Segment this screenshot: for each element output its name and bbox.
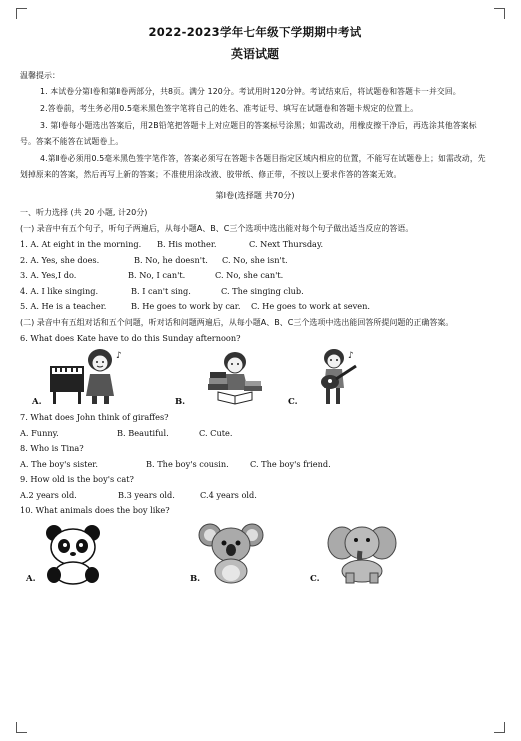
question-7: 7. What does John think of giraffes?: [20, 412, 169, 422]
question-5: [20, 299, 490, 315]
subsection2-instructions: (二) 录音中有五组对话和五个问题，听对话和问题两遍后，从每小题A、B、C三个选项中选出能回答所提问题的正确答案。: [20, 317, 454, 327]
svg-text:♪: ♪: [348, 351, 354, 361]
q8-option-b: B. The boy's cousin.: [146, 458, 229, 469]
question-3: [20, 268, 490, 284]
q3-option-c: C. No, she can't.: [215, 270, 284, 280]
q8-option-a: A. The boy's sister.: [20, 458, 98, 469]
koala-icon: [198, 519, 264, 585]
girl-reading-books-icon: [200, 350, 270, 408]
section1-title: 一、听力选择 (共 20 小题, 计20分): [20, 208, 148, 217]
note-2: 2.答卷前，考生务必用0.5毫米黑色签字笔将自己的姓名、准考证号、填写在试题卷和答题卡规定的位置上。: [40, 104, 419, 113]
q3-option-a: 3. A. Yes,I do.: [20, 270, 77, 280]
q10-label-a: A.: [26, 573, 36, 584]
q9-option-c: C.4 years old.: [200, 489, 257, 500]
girl-playing-guitar-icon: [308, 346, 368, 408]
subsection1-instructions: (一) 录音中有五个句子，听句子两遍后，从每小题A、B、C三个选项中选出能对每个句子做出适当反应的答语。: [20, 224, 414, 233]
note-3: 3. 第Ⅰ卷每小题选出答案后，用2B铅笔把答题卡上对应题目的答案标号涂黑；如需改动，用橡皮擦干净后，再选涂其他答案标号。答案不能答在试题卷上。: [20, 121, 477, 146]
corner-mark-top-left: [16, 8, 27, 19]
elephant-icon: [322, 519, 402, 585]
q7-option-b: B. Beautiful.: [117, 427, 169, 438]
question-10-pictures: [20, 519, 490, 589]
exam-title: 2022-2023学年七年级下学期期中考试: [148, 25, 362, 39]
question-4: [20, 284, 490, 300]
q7-option-c: C. Cute.: [199, 427, 233, 438]
question-8-options: [20, 457, 490, 473]
note-4: 4.第Ⅱ卷必须用0.5毫米黑色签字笔作答，答案必须写在答题卡各题目指定区域内相应的位置，不能写在试题卷上；如需改动，先划掉原来的答案，然后再写上新的答案；不准使用涂改液、胶带纸、修正带，不按以上要求作答的答案无效。: [20, 154, 486, 179]
question-8: 8. Who is Tina?: [20, 443, 84, 453]
panda-icon: [40, 521, 106, 585]
q4-option-a: 4. A. I like singing.: [20, 285, 99, 296]
q10-label-c: C.: [310, 573, 320, 584]
svg-text:♪: ♪: [116, 351, 122, 361]
q1-option-b: B. His mother.: [157, 239, 217, 249]
question-9-options: [20, 488, 490, 504]
q4-option-b: B. I can't sing.: [131, 285, 191, 296]
girl-playing-piano-icon: [48, 346, 128, 408]
q5-option-c: C. He goes to work at seven.: [251, 301, 370, 311]
notes-heading: 温馨提示：: [20, 71, 60, 80]
q9-option-a: A.2 years old.: [20, 489, 77, 500]
question-10: 10. What animals does the boy like?: [20, 505, 170, 515]
q7-option-a: A. Funny.: [20, 427, 59, 438]
subject-title: 英语试题: [230, 47, 279, 61]
q2-option-b: B. No, he doesn't.: [134, 254, 208, 265]
question-6-pictures: [20, 346, 490, 410]
corner-mark-bottom-left: [16, 722, 27, 733]
q2-option-c: C. No, she isn't.: [222, 254, 288, 265]
q5-option-a: 5. A. He is a teacher.: [20, 301, 107, 311]
q4-option-c: C. The singing club.: [221, 285, 304, 296]
q9-option-b: B.3 years old.: [118, 489, 175, 500]
q6-label-c: C.: [288, 397, 298, 407]
corner-mark-top-right: [494, 8, 505, 19]
q1-option-a: 1. A. At eight in the morning.: [20, 239, 142, 249]
corner-mark-bottom-right: [494, 722, 505, 733]
q2-option-a: 2. A. Yes, she does.: [20, 254, 100, 265]
q3-option-b: B. No, I can't.: [128, 270, 186, 280]
question-9: 9. How old is the boy's cat?: [20, 474, 134, 484]
note-1: 1. 本试卷分第Ⅰ卷和第Ⅱ卷两部分，共8页。满分 120分。考试用时120分钟。考试结束后，将试题卷和答题卡一并交回。: [40, 87, 461, 96]
q10-label-b: B.: [190, 573, 201, 584]
part1-title: 第Ⅰ卷(选择题 共70分): [215, 190, 295, 200]
question-2: [20, 253, 490, 269]
question-6: 6. What does Kate have to do this Sunday afternoon?: [20, 332, 241, 343]
question-7-options: [20, 426, 490, 442]
exam-page: [20, 24, 490, 589]
question-1: [20, 237, 490, 253]
q6-label-b: B.: [175, 397, 186, 407]
q5-option-b: B. He goes to work by car.: [131, 301, 241, 311]
q6-label-a: A.: [32, 397, 42, 407]
q1-option-c: C. Next Thursday.: [249, 239, 324, 249]
q8-option-c: C. The boy's friend.: [250, 458, 331, 469]
